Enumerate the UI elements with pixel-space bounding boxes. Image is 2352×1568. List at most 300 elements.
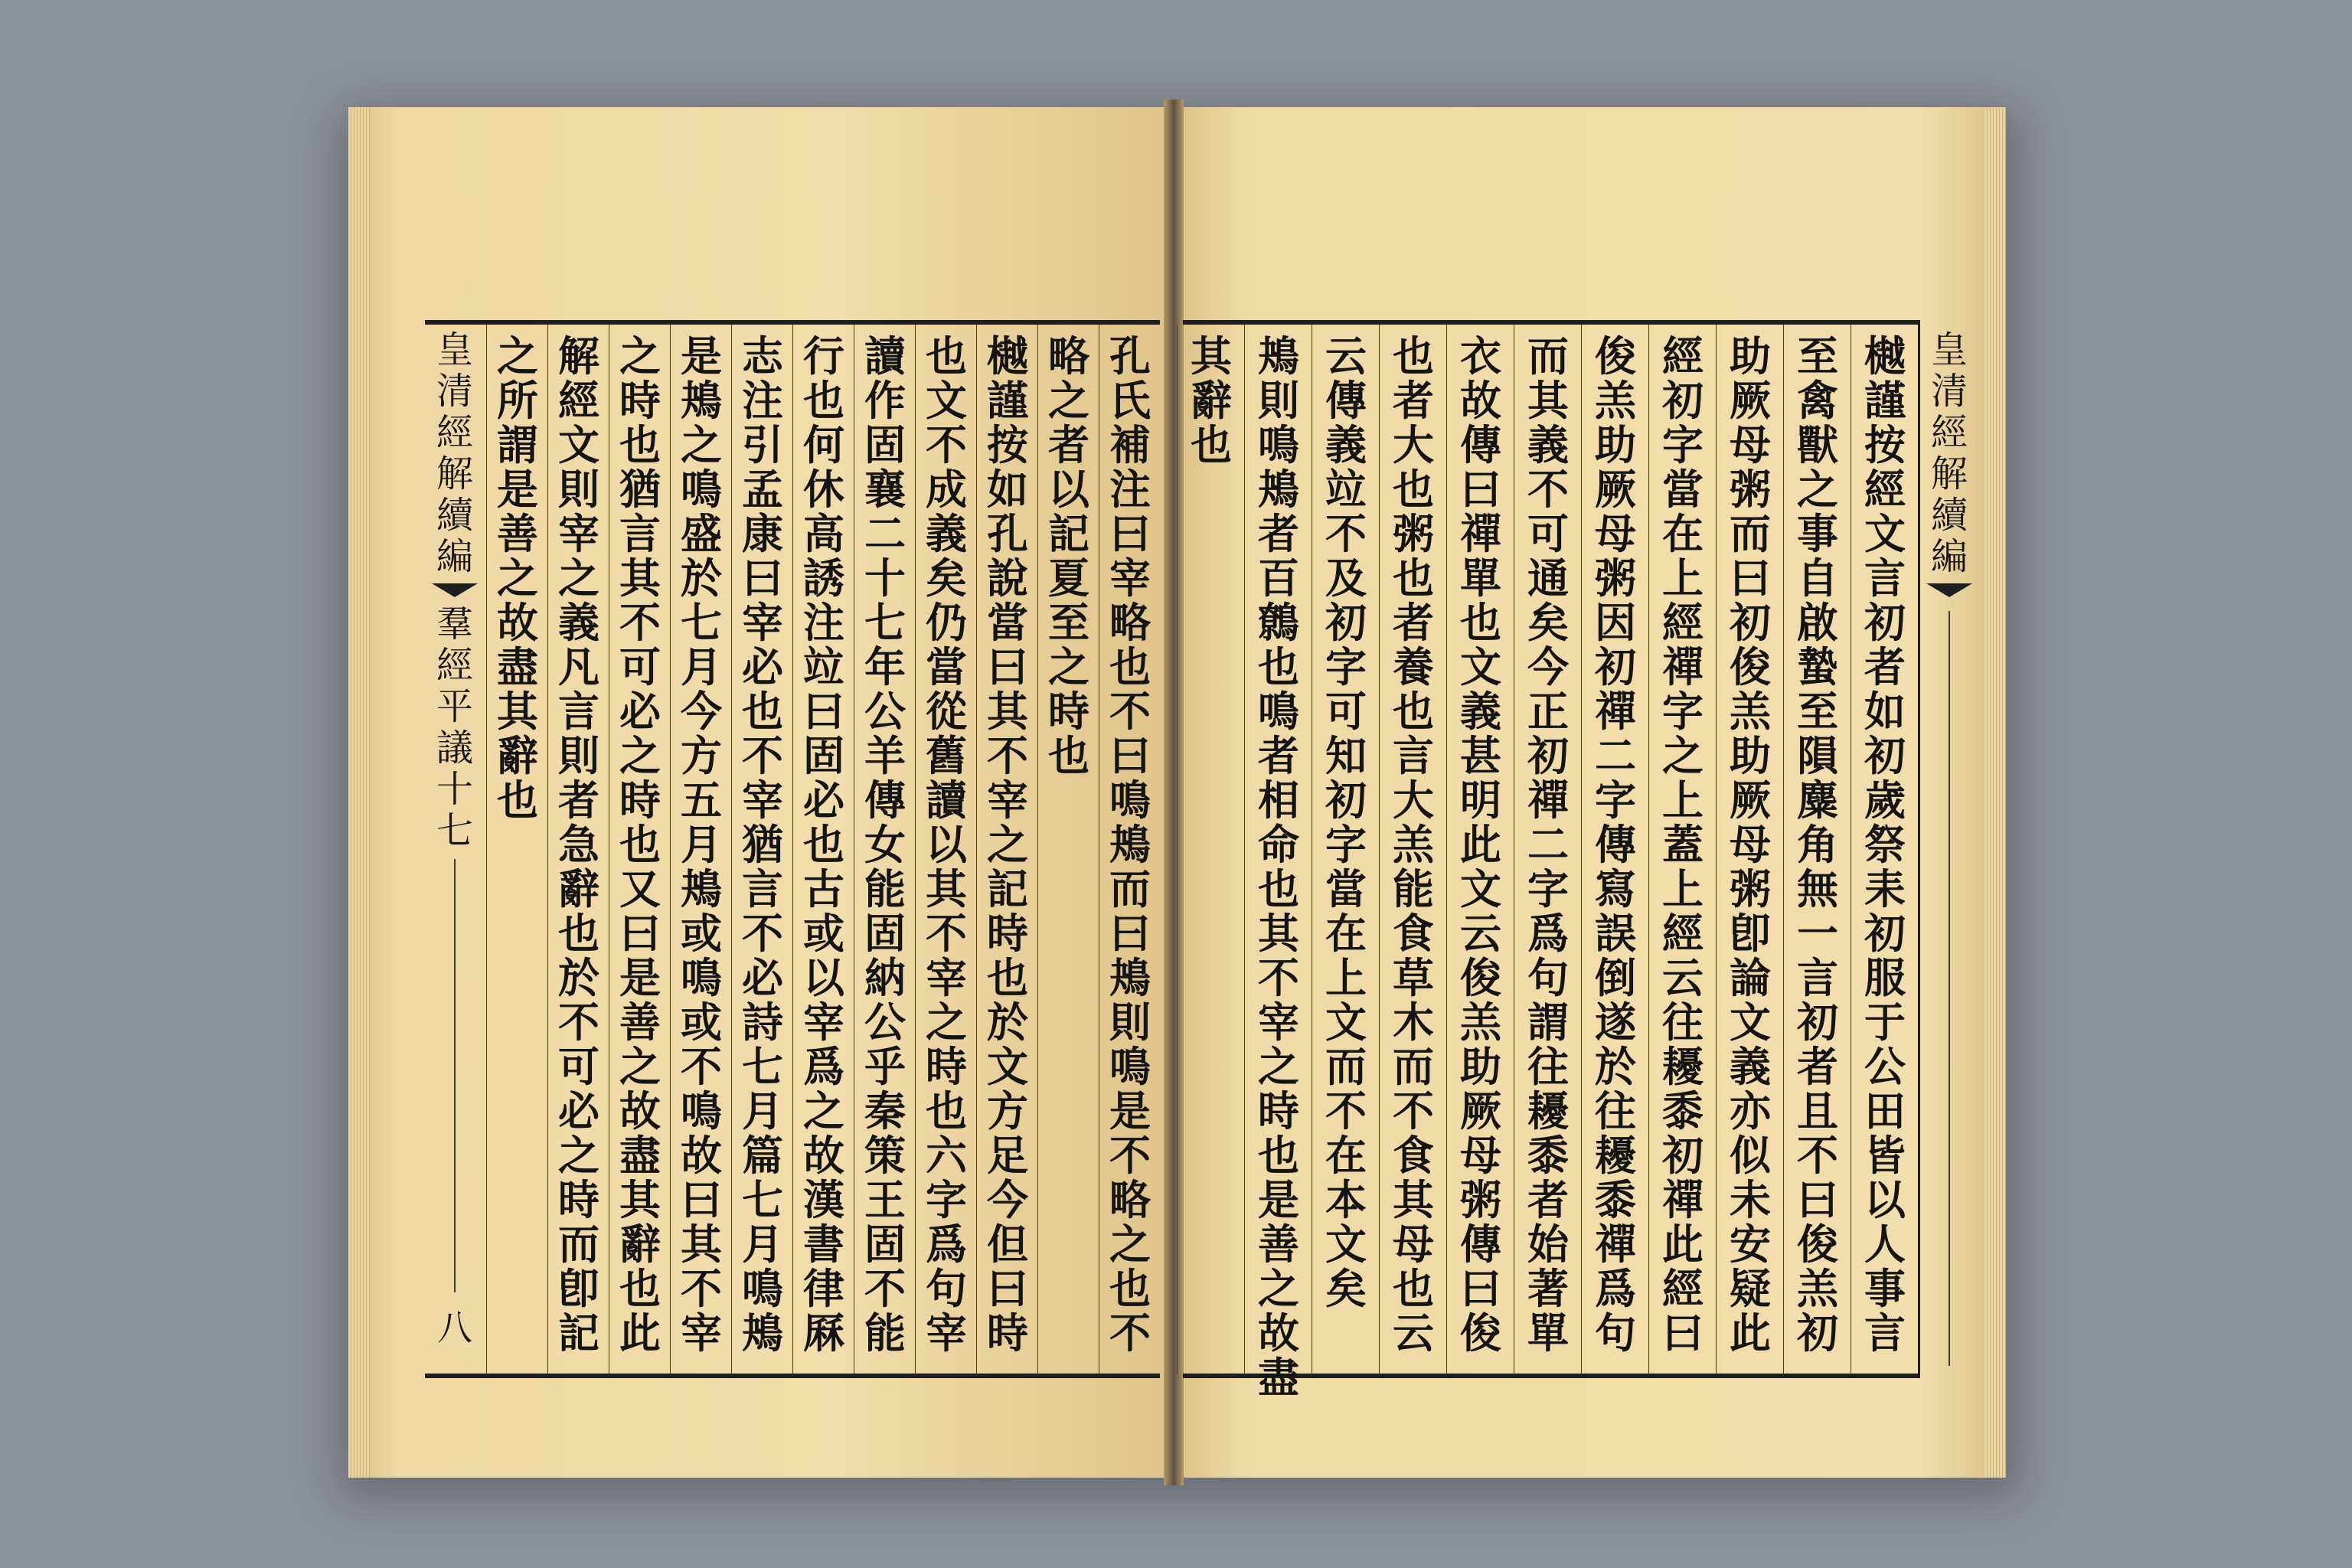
right-page-edge	[1984, 107, 2006, 1478]
margin-subtitle-char: 七	[436, 809, 473, 852]
column-char: 則	[558, 731, 599, 780]
column-char: 讀	[864, 332, 906, 381]
column-char: 不	[1109, 1131, 1151, 1180]
column-char: 注	[742, 376, 783, 425]
column-char: 以	[803, 953, 844, 1002]
column-char: 文	[1460, 864, 1501, 913]
column-char: 其	[619, 1175, 661, 1224]
column-char: 遂	[1595, 998, 1636, 1047]
column-char: 曰	[1730, 554, 1771, 603]
column-char: 不	[987, 731, 1028, 780]
column-char: 時	[926, 1042, 967, 1091]
column-char: 也	[1393, 1264, 1434, 1313]
column-char: 七	[864, 598, 906, 647]
column-char: 也	[1258, 1131, 1299, 1180]
column-char: 其	[1527, 376, 1569, 425]
column-char: 也	[1191, 420, 1232, 469]
column-char: 以	[1048, 465, 1089, 514]
column-char: 厥	[1730, 376, 1771, 425]
margin-title-char: 皇	[1930, 328, 1968, 371]
column-char: 誤	[1595, 909, 1636, 958]
margin-subtitle-char: 平	[436, 685, 473, 728]
column-char: 能	[864, 864, 906, 913]
column-char: 而	[1109, 864, 1151, 913]
column-char: 記	[1048, 509, 1089, 558]
text-column	[486, 325, 548, 1374]
column-char: 休	[803, 465, 844, 514]
column-char: 不	[681, 1264, 722, 1313]
text-column	[1446, 325, 1514, 1374]
column-char: 食	[1393, 1131, 1434, 1180]
column-char: 傳	[1325, 376, 1367, 425]
column-char: 田	[1864, 1086, 1906, 1135]
column-char: 鳴	[681, 1086, 722, 1135]
column-char: 俊	[1460, 1308, 1501, 1357]
column-char: 粥	[1730, 864, 1771, 913]
column-char: 黍	[1527, 1131, 1569, 1180]
column-char: 初	[1797, 1308, 1838, 1357]
column-char: 者	[558, 776, 599, 825]
column-char: 氏	[1109, 376, 1151, 425]
column-char: 時	[987, 909, 1028, 958]
column-char: 禪	[1662, 1175, 1704, 1224]
column-char: 義	[1730, 1042, 1771, 1091]
column-char: 且	[1797, 1086, 1838, 1135]
left-text-frame	[425, 320, 1160, 1378]
column-char: 字	[1595, 776, 1636, 825]
column-char: 經	[1662, 909, 1704, 958]
column-char: 也	[619, 1264, 661, 1313]
column-char: 助	[1595, 420, 1636, 469]
column-char: 之	[681, 420, 722, 469]
column-char: 事	[1864, 1264, 1906, 1313]
column-char: 其	[1258, 909, 1299, 958]
column-char: 可	[1527, 509, 1569, 558]
column-char: 傳	[1595, 820, 1636, 869]
column-char: 二	[1527, 820, 1569, 869]
fishtail-mark	[1926, 583, 1972, 597]
column-char: 服	[1864, 953, 1906, 1002]
column-char: 角	[1797, 820, 1838, 869]
text-column	[1851, 325, 1919, 1374]
column-char: 樾	[1864, 332, 1906, 381]
margin-subtitle-char: 議	[436, 727, 473, 769]
column-char: 母	[1730, 820, 1771, 869]
text-column	[609, 325, 671, 1374]
column-char: 麋	[1797, 776, 1838, 825]
column-char: 一	[1797, 909, 1838, 958]
column-char: 此	[1730, 1308, 1771, 1357]
text-column	[1244, 325, 1312, 1402]
column-char: 謹	[987, 376, 1028, 425]
column-char: 之	[619, 1042, 661, 1091]
column-char: 從	[926, 687, 967, 736]
column-char: 言	[1797, 953, 1838, 1002]
column-char: 鴂	[681, 376, 722, 425]
column-char: 黍	[1595, 1175, 1636, 1224]
column-char: 不	[1109, 687, 1151, 736]
column-char: 篇	[742, 1131, 783, 1180]
column-char: 讀	[926, 776, 967, 825]
column-char: 記	[558, 1308, 599, 1357]
margin-title-char: 皇	[436, 328, 473, 371]
column-char: 經	[1864, 465, 1906, 514]
column-char: 必	[558, 1086, 599, 1135]
column-char: 者	[1797, 1042, 1838, 1091]
column-char: 此	[619, 1308, 661, 1357]
column-char: 鳴	[681, 953, 722, 1002]
text-column	[1177, 325, 1245, 1374]
column-char: 時	[619, 776, 661, 825]
column-char: 不	[1325, 1086, 1367, 1135]
column-char: 命	[1258, 820, 1299, 869]
column-char: 者	[1258, 731, 1299, 780]
column-char: 義	[926, 509, 967, 558]
column-char: 在	[1325, 909, 1367, 958]
column-char: 耰	[1527, 1086, 1569, 1135]
column-char: 蟄	[1797, 642, 1838, 691]
column-char: 也	[1393, 465, 1434, 514]
column-char: 云	[1393, 1308, 1434, 1357]
column-char: 文	[1864, 509, 1906, 558]
column-char: 初	[1797, 998, 1838, 1047]
column-char: 初	[1662, 376, 1704, 425]
column-char: 厥	[1595, 465, 1636, 514]
column-char: 傳	[1460, 420, 1501, 469]
column-char: 在	[1662, 509, 1704, 558]
column-char: 是	[681, 332, 722, 381]
column-char: 十	[864, 554, 906, 603]
column-char: 也	[926, 1086, 967, 1135]
column-char: 志	[742, 332, 783, 381]
column-char: 鴂	[742, 1308, 783, 1357]
column-char: 云	[1325, 332, 1367, 381]
column-char: 猶	[619, 465, 661, 514]
column-char: 不	[558, 998, 599, 1047]
text-column	[1783, 325, 1851, 1374]
column-char: 或	[681, 998, 722, 1047]
column-char: 禪	[1527, 776, 1569, 825]
column-char: 能	[1393, 864, 1434, 913]
column-char: 辭	[558, 864, 599, 913]
margin-subtitle-char: 十	[436, 768, 473, 811]
column-char: 高	[803, 509, 844, 558]
column-char: 公	[864, 998, 906, 1047]
column-char: 初	[1864, 598, 1906, 647]
column-char: 而	[1393, 1042, 1434, 1091]
column-char: 單	[1460, 554, 1501, 603]
column-char: 行	[803, 332, 844, 381]
column-char: 曰	[1797, 1175, 1838, 1224]
column-char: 不	[1527, 465, 1569, 514]
column-char: 於	[1595, 1042, 1636, 1091]
column-char: 乎	[864, 1042, 906, 1091]
column-char: 之	[619, 731, 661, 780]
column-char: 不	[864, 1264, 906, 1313]
column-char: 不	[742, 909, 783, 958]
column-char: 文	[987, 1042, 1028, 1091]
fishtail-mark	[432, 583, 478, 597]
column-char: 略	[1109, 598, 1151, 647]
column-char: 也	[1109, 1264, 1151, 1313]
column-char: 似	[1730, 1131, 1771, 1180]
column-char: 粥	[1393, 509, 1434, 558]
column-char: 也	[619, 820, 661, 869]
column-char: 云	[1662, 953, 1704, 1002]
text-column	[1716, 325, 1784, 1374]
column-char: 夏	[1048, 554, 1089, 603]
column-char: 能	[864, 1308, 906, 1357]
column-char: 歲	[1864, 776, 1906, 825]
column-char: 蓋	[1662, 820, 1704, 869]
margin-title-char: 編	[436, 535, 473, 578]
column-char: 曰	[1109, 509, 1151, 558]
column-char: 謂	[1527, 998, 1569, 1047]
column-char: 是	[497, 465, 538, 514]
column-char: 故	[681, 1131, 722, 1180]
margin-line	[454, 859, 456, 1292]
column-char: 曰	[742, 554, 783, 603]
margin-title-char: 解	[436, 452, 473, 495]
column-char: 於	[558, 953, 599, 1002]
column-char: 往	[1595, 1086, 1636, 1135]
column-char: 也	[497, 776, 538, 825]
column-char: 至	[1048, 598, 1089, 647]
column-char: 凡	[558, 642, 599, 691]
column-char: 人	[1864, 1220, 1906, 1269]
column-char: 七	[742, 1175, 783, 1224]
column-char: 初	[1595, 642, 1636, 691]
column-char: 助	[1460, 1042, 1501, 1091]
column-char: 矣	[1325, 1264, 1367, 1313]
column-char: 辭	[1191, 376, 1232, 425]
column-char: 而	[1730, 509, 1771, 558]
column-char: 衣	[1460, 332, 1501, 381]
margin-title-char: 編	[1930, 535, 1968, 578]
column-char: 者	[1393, 376, 1434, 425]
column-char: 也	[1258, 864, 1299, 913]
column-char: 何	[803, 420, 844, 469]
column-char: 宰	[742, 598, 783, 647]
column-char: 則	[558, 465, 599, 514]
column-char: 也	[1393, 554, 1434, 603]
column-char: 經	[558, 376, 599, 425]
column-char: 不	[1325, 509, 1367, 558]
column-char: 知	[1325, 731, 1367, 780]
column-char: 矣	[1527, 598, 1569, 647]
column-char: 者	[1527, 1175, 1569, 1224]
column-char: 此	[1460, 820, 1501, 869]
column-char: 時	[987, 1308, 1028, 1357]
text-column	[1312, 325, 1380, 1374]
column-char: 助	[1730, 731, 1771, 780]
column-char: 耰	[1595, 1131, 1636, 1180]
column-char: 年	[864, 642, 906, 691]
column-char: 禪	[1662, 642, 1704, 691]
column-char: 或	[803, 909, 844, 958]
column-char: 可	[1325, 687, 1367, 736]
column-char: 義	[1325, 420, 1367, 469]
column-char: 傳	[864, 776, 906, 825]
column-char: 曰	[987, 642, 1028, 691]
column-char: 明	[1460, 776, 1501, 825]
column-char: 之	[497, 332, 538, 381]
column-char: 木	[1393, 998, 1434, 1047]
column-char: 則	[1258, 376, 1299, 425]
column-char: 禪	[1460, 509, 1501, 558]
column-char: 納	[864, 953, 906, 1002]
column-char: 舊	[926, 731, 967, 780]
column-char: 其	[497, 687, 538, 736]
column-char: 注	[803, 598, 844, 647]
text-column	[1379, 325, 1447, 1374]
column-char: 上	[1662, 864, 1704, 913]
column-char: 不	[1797, 1131, 1838, 1180]
column-char: 辭	[497, 731, 538, 780]
column-char: 注	[1109, 465, 1151, 514]
column-char: 盡	[497, 642, 538, 691]
column-char: 也	[987, 953, 1028, 1002]
column-char: 初	[1325, 598, 1367, 647]
column-char: 宰	[1109, 554, 1151, 603]
column-char: 爲	[926, 1220, 967, 1269]
column-char: 急	[558, 820, 599, 869]
column-char: 辭	[619, 1220, 661, 1269]
column-char: 助	[1730, 332, 1771, 381]
column-char: 按	[987, 420, 1028, 469]
column-char: 言	[1864, 554, 1906, 603]
text-column	[792, 325, 854, 1374]
column-char: 不	[1109, 1308, 1151, 1357]
column-char: 善	[497, 509, 538, 558]
column-char: 經	[1662, 1264, 1704, 1313]
column-char: 月	[681, 820, 722, 869]
column-char: 固	[803, 731, 844, 780]
column-char: 善	[1258, 1220, 1299, 1269]
column-char: 所	[497, 376, 538, 425]
text-column	[1581, 325, 1649, 1374]
column-char: 之	[1109, 1220, 1151, 1269]
column-char: 也	[619, 420, 661, 469]
column-char: 之	[1048, 376, 1089, 425]
column-char: 事	[1797, 509, 1838, 558]
column-char: 今	[987, 1175, 1028, 1224]
column-char: 康	[742, 509, 783, 558]
column-char: 其	[681, 1220, 722, 1269]
margin-title-char: 清	[436, 370, 473, 413]
column-char: 故	[1258, 1308, 1299, 1357]
column-char: 獸	[1797, 420, 1838, 469]
column-char: 也	[1109, 642, 1151, 691]
margin-title-char: 清	[1930, 370, 1968, 413]
column-char: 者	[1864, 642, 1906, 691]
column-char: 公	[1864, 1042, 1906, 1091]
column-char: 宰	[926, 1308, 967, 1357]
column-char: 至	[1797, 332, 1838, 381]
column-char: 不	[926, 420, 967, 469]
column-char: 盡	[619, 1131, 661, 1180]
column-char: 不	[619, 598, 661, 647]
column-char: 鳴	[1109, 776, 1151, 825]
column-char: 竝	[803, 642, 844, 691]
column-char: 草	[1393, 953, 1434, 1002]
column-char: 故	[497, 598, 538, 647]
column-char: 羔	[1797, 1264, 1838, 1313]
column-char: 曰	[987, 1264, 1028, 1313]
margin-title-char: 續	[1930, 494, 1968, 537]
column-char: 必	[803, 776, 844, 825]
column-char: 宰	[803, 998, 844, 1047]
column-char: 往	[1527, 1042, 1569, 1091]
column-char: 文	[1460, 642, 1501, 691]
column-char: 曰	[1662, 1308, 1704, 1357]
column-char: 初	[1325, 776, 1367, 825]
column-char: 羔	[1460, 998, 1501, 1047]
column-char: 粥	[1595, 554, 1636, 603]
column-char: 孟	[742, 465, 783, 514]
column-char: 必	[742, 953, 783, 1002]
column-char: 古	[803, 864, 844, 913]
column-char: 厥	[1730, 776, 1771, 825]
column-char: 善	[619, 998, 661, 1047]
column-char: 七	[681, 598, 722, 647]
column-char: 五	[681, 776, 722, 825]
column-char: 著	[1527, 1264, 1569, 1313]
column-char: 本	[1325, 1175, 1367, 1224]
column-char: 鷯	[1258, 598, 1299, 647]
column-char: 傳	[1460, 1220, 1501, 1269]
margin-subtitle-char: 羣	[436, 603, 473, 645]
column-char: 文	[1325, 1220, 1367, 1269]
column-char: 月	[681, 642, 722, 691]
column-char: 正	[1527, 687, 1569, 736]
column-char: 言	[742, 864, 783, 913]
column-char: 於	[681, 554, 722, 603]
column-char: 俊	[1595, 332, 1636, 381]
margin-title-char: 經	[436, 411, 473, 454]
column-char: 者	[1258, 509, 1299, 558]
column-char: 經	[1662, 332, 1704, 381]
column-char: 禽	[1797, 376, 1838, 425]
column-char: 母	[1393, 1220, 1434, 1269]
text-column	[915, 325, 977, 1374]
column-char: 如	[1864, 687, 1906, 736]
column-char: 禪	[1595, 1220, 1636, 1269]
column-char: 之	[1258, 1264, 1299, 1313]
column-char: 不	[742, 731, 783, 780]
text-column	[1037, 325, 1099, 1374]
column-char: 也	[1393, 687, 1434, 736]
column-char: 月	[742, 1086, 783, 1135]
column-char: 其	[1393, 1175, 1434, 1224]
column-char: 王	[864, 1175, 906, 1224]
column-char: 文	[1325, 998, 1367, 1047]
column-char: 略	[1109, 1175, 1151, 1224]
column-char: 鴂	[1258, 332, 1299, 381]
column-char: 耰	[1662, 1042, 1704, 1091]
column-char: 時	[558, 1175, 599, 1224]
column-char: 粥	[1460, 1175, 1501, 1224]
column-char: 于	[1864, 998, 1906, 1047]
column-char: 謹	[1864, 376, 1906, 425]
column-char: 通	[1527, 554, 1569, 603]
column-char: 謂	[497, 420, 538, 469]
column-char: 說	[987, 554, 1028, 603]
column-char: 上	[1662, 554, 1704, 603]
column-char: 之	[1048, 642, 1089, 691]
column-char: 竝	[1325, 465, 1367, 514]
column-char: 矣	[926, 554, 967, 603]
